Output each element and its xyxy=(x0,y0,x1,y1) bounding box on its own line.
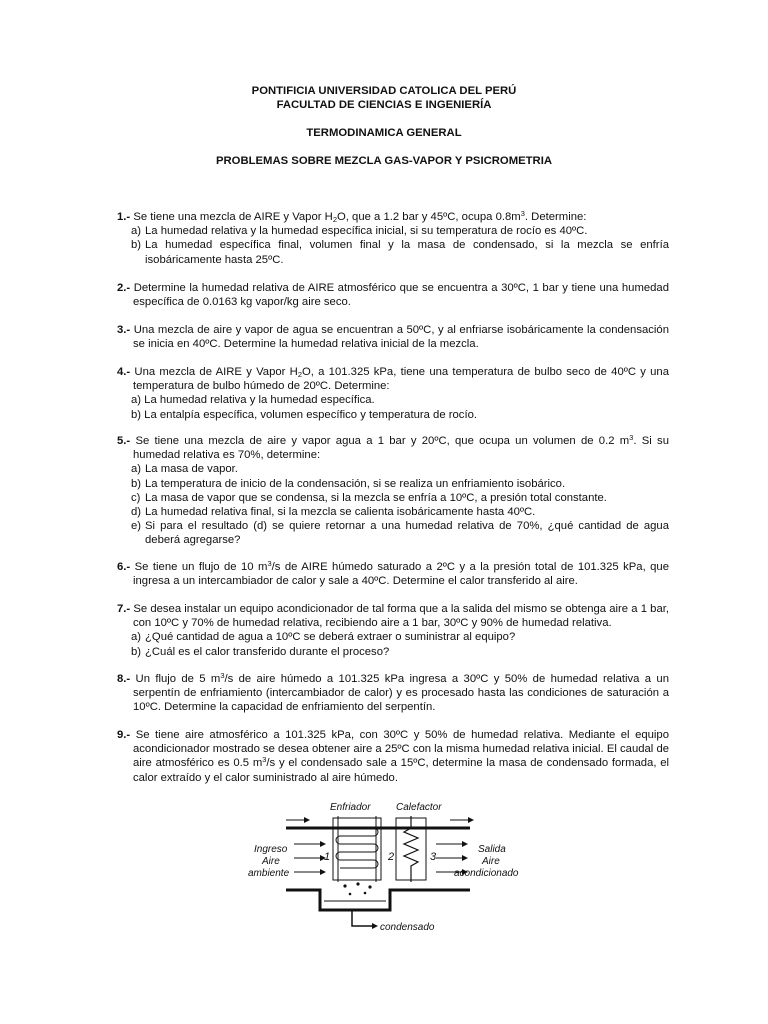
subitem-a: a) La masa de vapor. xyxy=(131,463,238,476)
duct-bottom-wall xyxy=(286,890,470,910)
subitem-b: b) La temperatura de inicio de la condensación, si se realiza un enfriamiento isobárico. xyxy=(131,477,566,490)
faculty-title: FACULTAD DE CIENCIAS E INGENIERÍA xyxy=(276,99,492,111)
drain-arrow xyxy=(372,923,378,929)
subitem-e: e) Si para el resultado (d) se quiere retornar a una humedad relativa de 70%, ¿qué cantidad de agua deberá agregarse? xyxy=(131,520,669,547)
acondicionado-label: acondicionado xyxy=(454,868,519,879)
station-2-label: 2 xyxy=(388,851,395,863)
aire-out-label: Aire xyxy=(482,856,500,867)
heater-element xyxy=(404,816,418,882)
problem-number: 7.- xyxy=(117,603,131,615)
aire-in-label: Aire xyxy=(262,856,280,867)
salida-label: Salida xyxy=(478,844,506,855)
station-3-label: 3 xyxy=(430,851,437,863)
air-conditioner-diagram xyxy=(240,798,520,938)
topic-title: PROBLEMAS SOBRE MEZCLA GAS-VAPOR Y PSICROMETRIA xyxy=(215,155,552,167)
problem-number: 4.- xyxy=(117,366,131,378)
inlet-arrows xyxy=(294,844,320,872)
problem-number: 6.- xyxy=(117,561,131,573)
problem-number: 5.- xyxy=(117,435,131,447)
problem-7: 7.- Se desea instalar un equipo acondicionador de tal forma que a la salida del mismo se obtenga aire a 1 bar, con 10ºC y 70% de humedad relativa, recibiendo aire a 1 bar, 30ºC y 90% de humedad relativa. a) ¿Qué cantidad de agua a 10ºC se deberá extraer o suministrar al equipo? b) ¿Cuál es el calor transferido durante el proceso? xyxy=(117,603,669,658)
station-1-label: 1 xyxy=(324,851,331,863)
ambiente-label: ambiente xyxy=(248,868,290,879)
cooler-coil xyxy=(336,828,378,868)
subitem-b: b) La humedad específica final, volumen final y la masa de condensado, si la mezcla se enfría isobáricamente hasta 25ºC. xyxy=(131,239,669,266)
problem-5: 5.- Se tiene una mezcla de aire y vapor agua a 1 bar y 20ºC, que ocupa un volumen de 0.2 $m^3$. Si su humedad relativa es 70%, determine: a) La masa de vapor. b) La temperatura de inicio de la condensación, si se realiza un enfriamiento isobárico. c) La masa de vapor que se condensa, si la mezcla se enfría a 10ºC, a presión total constante. d) La humedad relativa final, si la mezcla se calienta isobáricamente hasta 40ºC. e) Si para el resultado (d) se quiere retornar a una humedad relativa de 70%, ¿qué cantidad de agua deberá agregarse? xyxy=(117,433,669,547)
problem-3: 3.- Una mezcla de aire y vapor de agua se encuentran a 50ºC, y al enfriarse isobáricamente la condensación se inicia en 40ºC. Determine la humedad relativa inicial de la mezcla. xyxy=(117,324,669,351)
subitem-b: b) ¿Cuál es el calor transferido durante el proceso? xyxy=(131,645,390,658)
problem-number: 1.- xyxy=(117,211,131,223)
subitem-d: d) La humedad relativa final, si la mezcla se calienta isobáricamente hasta 40ºC. xyxy=(131,506,536,519)
problem-number: 9.- xyxy=(117,729,131,741)
subitem-a: a) La humedad relativa y la humedad específica inicial, si su temperatura de rocío es 40ºC. xyxy=(131,225,588,238)
problem-1: 1.- Se tiene una mezcla de AIRE y Vapor $H_2O$, que a 1.2 bar y 45ºC, ocupa $0.8m^3$. Determine: a) La humedad relativa y la humedad específica inicial, si su temperatura de rocío es 40ºC. b) La humedad específica final, volumen final y la masa de condensado, si la mezcla se enfría isobáricamente hasta 25ºC. xyxy=(117,209,669,266)
condensado-label: condensado xyxy=(380,922,435,933)
subitem-c: c) La masa de vapor que se condensa, si la mezcla se enfría a 10ºC, a presión total constante. xyxy=(131,491,607,504)
problem-6: 6.- Se tiene un flujo de 10 $m^3/s$ de AIRE húmedo saturado a 2ºC y a la presión total de 101.325 kPa, que ingresa a un intercambiador de calor y sale a 40ºC. Determine el calor transferido al aire. xyxy=(117,559,670,588)
problem-number: 8.- xyxy=(117,673,131,685)
subitem-a: a) ¿Qué cantidad de agua a 10ºC se deberá extraer o suministrar al equipo? xyxy=(131,631,516,644)
drain-pipe xyxy=(352,910,372,926)
problem-4: 4.- Una mezcla de AIRE y Vapor $H_2O$, a 101.325 kPa, tiene una temperatura de bulbo seco de 40ºC y una temperatura de bulbo húmedo de 20ºC. Determine: a) La humedad relativa y la humedad específica. b) La entalpía específica, volumen específico y temperatura de rocío. xyxy=(117,366,670,421)
university-title: PONTIFICIA UNIVERSIDAD CATOLICA DEL PERÚ xyxy=(251,85,517,97)
problem-number: 2.- xyxy=(117,282,131,294)
enfriador-label: Enfriador xyxy=(330,802,371,813)
problem-number: 3.- xyxy=(117,324,131,336)
subitem-a: a) La humedad relativa y la humedad específica. xyxy=(131,394,375,407)
problem-9: 9.- Se tiene aire atmosférico a 101.325 kPa, con 30ºC y 50% de humedad relativa. Mediante el equipo acondicionador mostrado se desea obtener aire a 25ºC con la misma humedad relativa inicial. El caudal de aire atmosférico es 0.5 $m^3/s$ y el condensado sale a 15ºC, determine la masa de condensado formada, el calor extraído y el calor suministrado al aire húmedo. xyxy=(117,729,670,784)
problem-2: 2.- Determine la humedad relativa de AIRE atmosférico que se encuentra a 30ºC, 1 bar y tiene una humedad específica de 0.0163 kg vapor/kg aire seco. xyxy=(117,282,669,309)
calefactor-label: Calefactor xyxy=(396,802,442,813)
subitem-b: b) La entalpía específica, volumen específico y temperatura de rocío. xyxy=(131,408,478,421)
course-title: TERMODINAMICA GENERAL xyxy=(306,127,462,139)
problem-8: 8.- Un flujo de 5 $m^3/s$ de aire húmedo a 101.325 kPa ingresa a 30ºC y 50% de humedad relativa a un serpentín de enfriamiento (intercambiador de calor) y es procesado hasta las condiciones de saturación a 10ºC. Determine la capacidad de enfriamiento del serpentín. xyxy=(117,671,669,714)
condensate-drops xyxy=(343,882,371,895)
ingreso-label: Ingreso xyxy=(254,844,288,855)
